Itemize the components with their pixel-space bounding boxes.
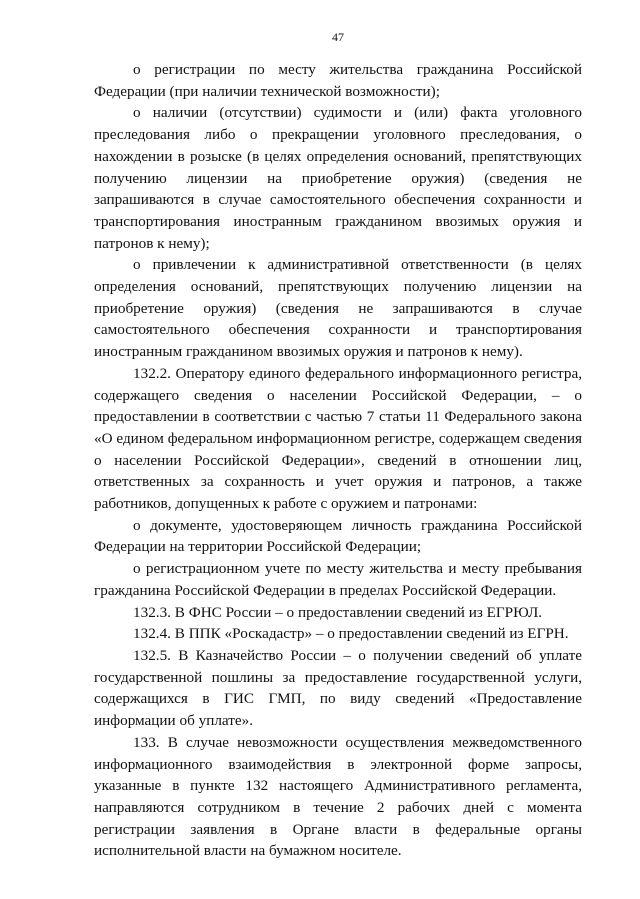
paragraph-132-4: 132.4. В ППК «Роскадастр» – о предоставлении сведений из ЕГРН. (133, 625, 569, 643)
paragraph-residence-registration: о регистрации по месту жительства гражданина Российской Федерации (при наличии технической возможности); (94, 61, 582, 100)
paragraph-criminal-record: о наличии (отсутствии) судимости и (или) факта уголовного преследования либо о прекращении уголовного преследования, о нахождении в розыске (в целях определения оснований, препятствующих получению лицензии на приобретение оружия) (сведения не запрашиваются в случае самостоятельного обеспечения сохранности и транспортирования иностранным гражданином ввозимых оружия и патронов к нему); (94, 104, 582, 252)
paragraph-132-2: 132.2. Оператору единого федерального информационного регистра, содержащего сведения о населении Российской Федерации, – о предоставлении в соответствии с частью 7 статьи 11 Федерального закона «О едином федеральном информационном регистре, содержащем сведения о населении Российской Федерации», сведений в отношении лиц, ответственных за сохранность и учет оружия и патронов, а также работников, допущенных к работе с оружием и патронами: (94, 364, 582, 513)
paragraph-identity-document: о документе, удостоверяющем личность гражданина Российской Федерации на территории Российской Федерации; (94, 516, 582, 556)
document-body (94, 59, 582, 862)
paragraph-administrative-liability: о привлечении к административной ответственности (в целях определения оснований, препятствующих получению лицензии на приобретение оружия) (сведения не запрашиваются в случае самостоятельного обеспечения сохранности и транспортирования иностранным гражданином ввозимых оружия и патронов к нему). (94, 256, 582, 361)
paragraph-registration-record: о регистрационном учете по месту жительства и месту пребывания гражданина Российской Федерации в пределах Российской Федерации. (94, 560, 582, 599)
paragraph-132-5: 132.5. В Казначейство России – о получении сведений об уплате государственной пошлины за предоставление государственной услуги, содержащихся в ГИС ГМП, по виду сведений «Предоставление информации об уплате». (94, 646, 582, 730)
page-number: 47 (332, 30, 344, 44)
paragraph-133: 133. В случае невозможности осуществления межведомственного информационного взаимодействия в электронной форме запросы, указанные в пункте 132 настоящего Административного регламента, направляются сотрудником в течение 2 рабочих дней с момента регистрации заявления в Органе власти в федеральные органы исполнительной власти на бумажном носителе. (94, 733, 582, 860)
paragraph-132-3: 132.3. В ФНС России – о предоставлении сведений из ЕГРЮЛ. (133, 603, 543, 621)
